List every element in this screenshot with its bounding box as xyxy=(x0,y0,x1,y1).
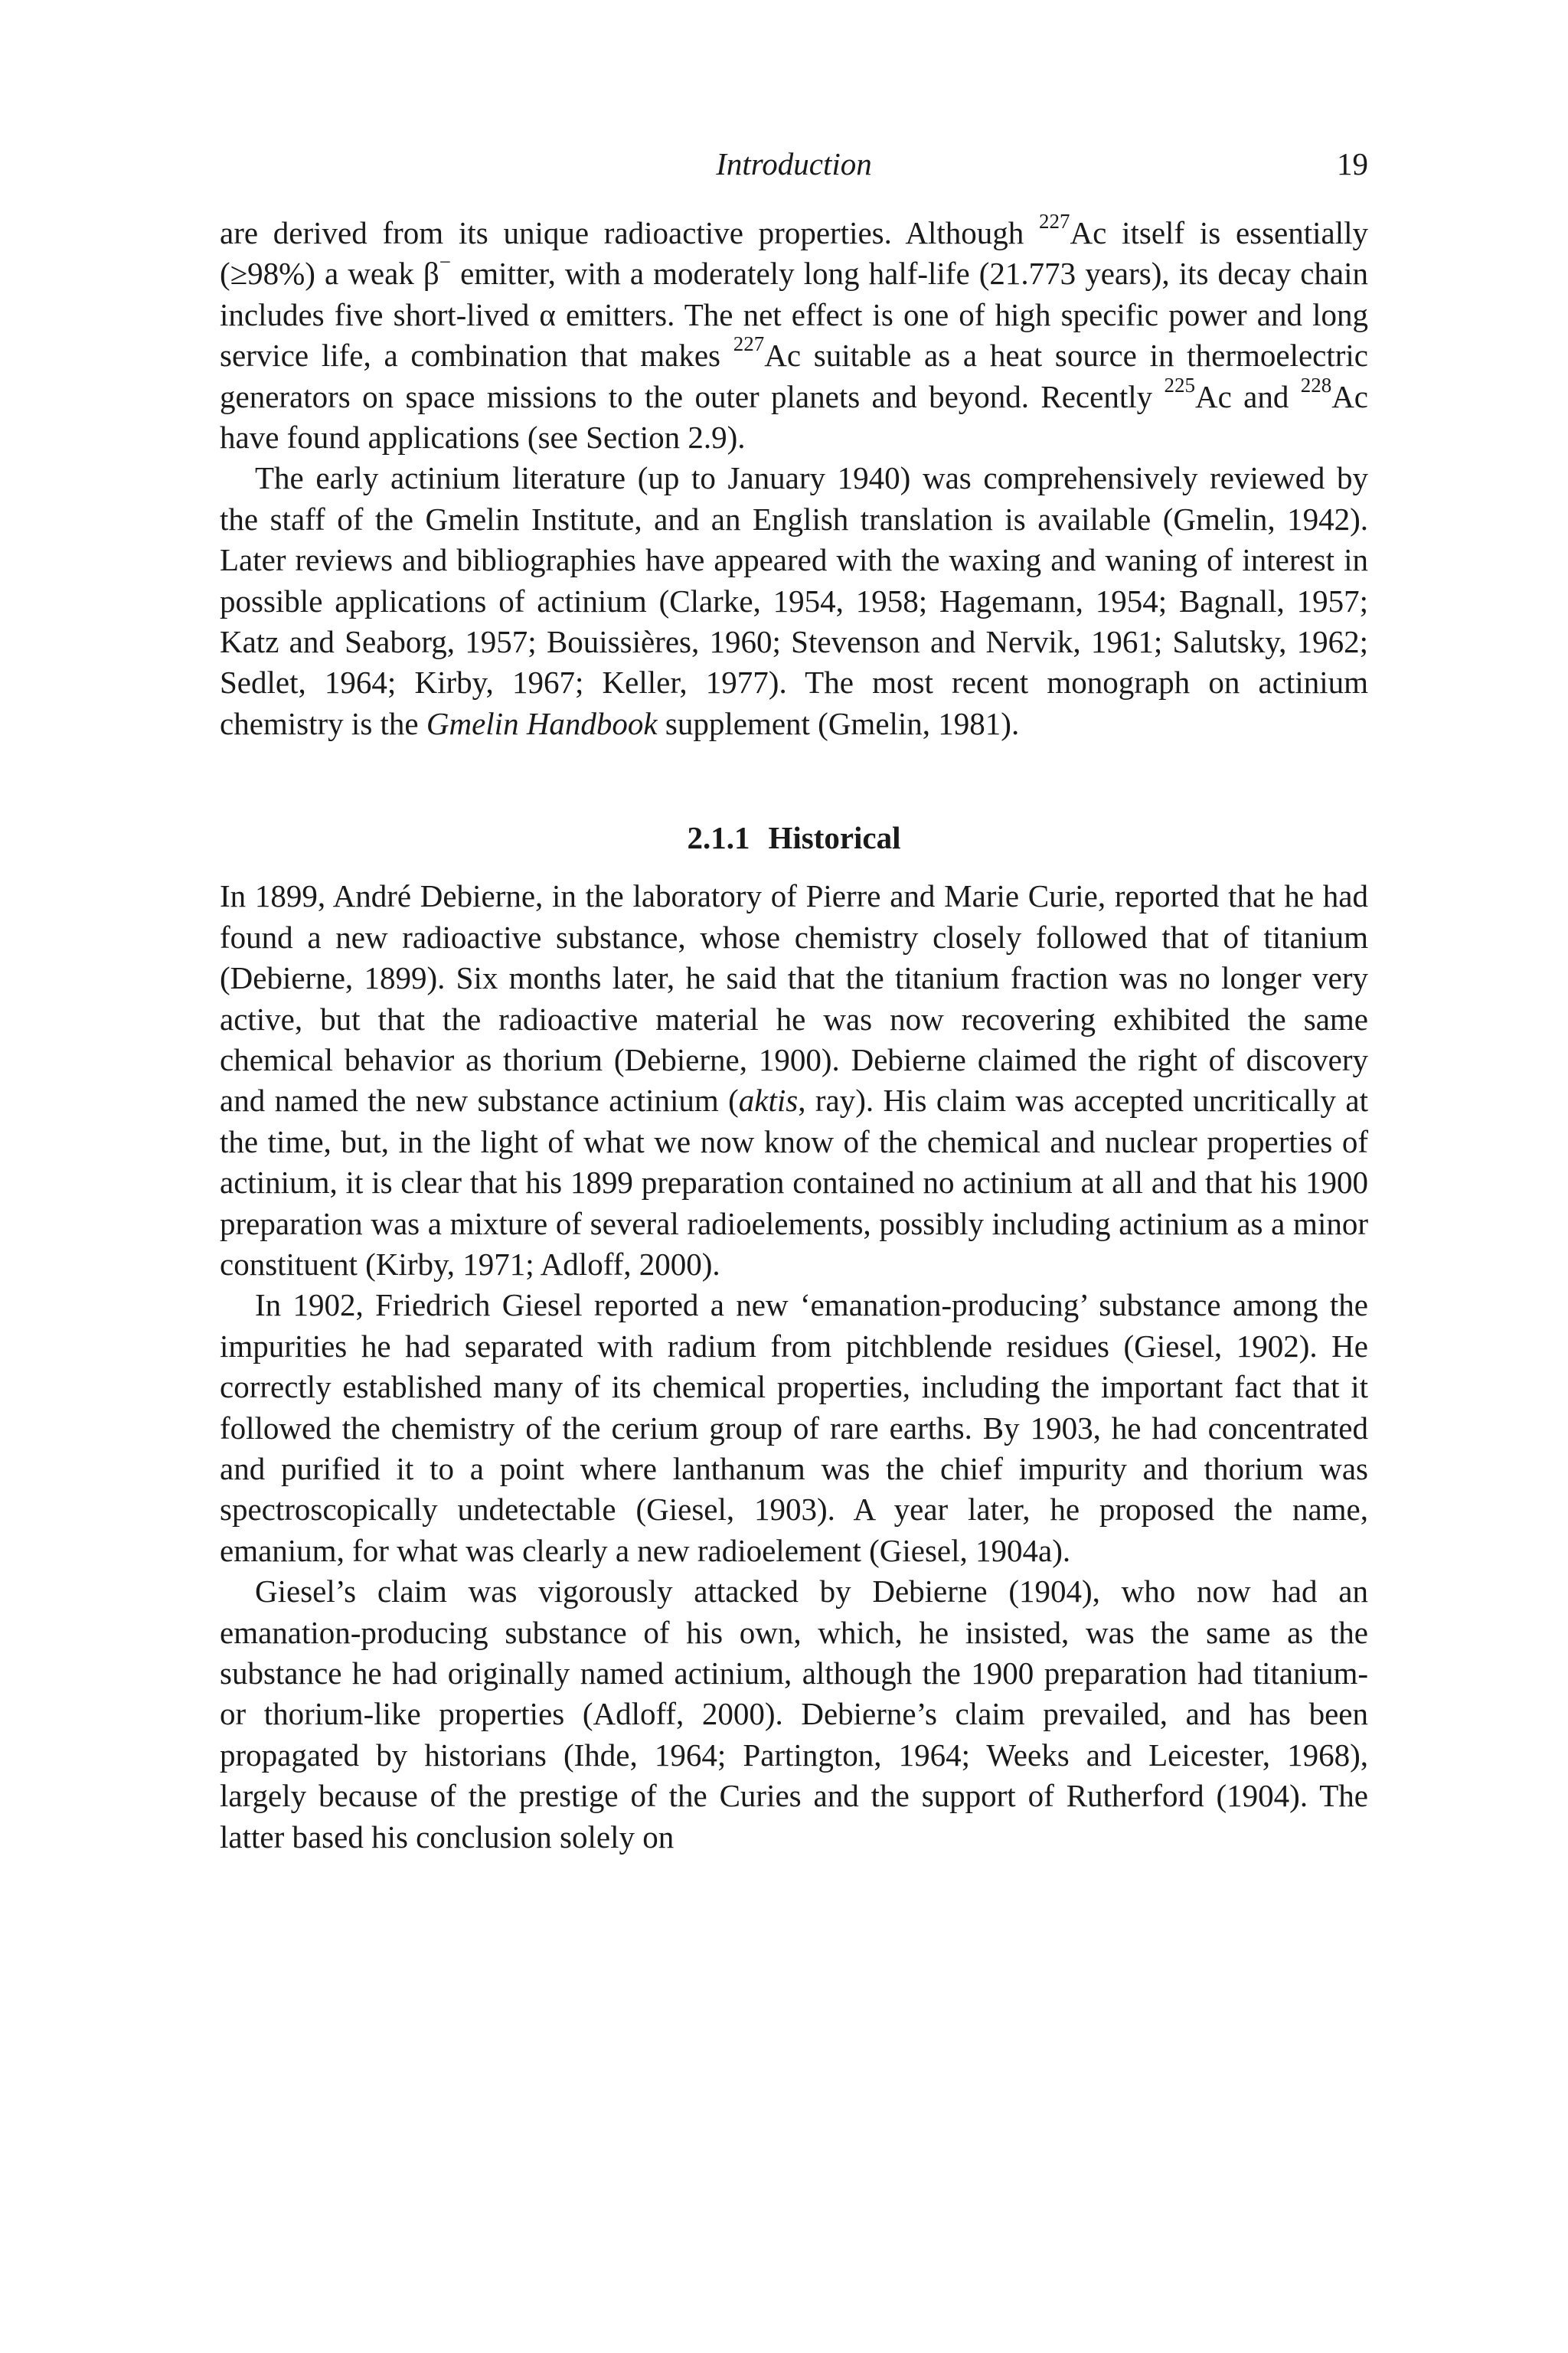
para1-text-5: Ac and xyxy=(1194,378,1301,414)
para2-italic: Gmelin Handbook xyxy=(426,705,658,741)
page-number: 19 xyxy=(1337,146,1368,181)
para1-sup-1: 227 xyxy=(1039,209,1070,233)
section-number: 2.1.1 xyxy=(687,820,750,856)
para2-text-1: The early actinium literature (up to January 1940) was comprehensively reviewed by the staff of the Gmelin Institute, and an English translation is available (Gmelin, 1942). Later reviews and bibliographies have appeared with the waxing and waning of interest in possible applications of actinium (Clarke, 1954, 1958; Hagemann, 1954; Bagnall, 1957; Katz and Seaborg, 1957; Bouissières, 1960; Stevenson and Nervik, 1961; Salutsky, 1962; Sedlet, 1964; Kirby, 1967; Keller, 1977). The most recent monograph on actinium chemistry is the xyxy=(220,460,1368,741)
paragraph-debierne xyxy=(220,876,1368,1285)
paragraph-giesel: In 1902, Friedrich Giesel reported a new ‘emanation-producing’ substance among the impurities he had separated with radium from pitchblende residues (Giesel, 1902). He correctly established many of its chemical properties, including the important fact that it followed the chemistry of the cerium group of rare earths. By 1903, he had concentrated and purified it to a point where lanthanum was the chief impurity and thorium was spectroscopically undetectable (Giesel, 1903). A year later, he proposed the name, emanium, for what was clearly a new radioelement (Giesel, 1904a). xyxy=(220,1287,1368,1568)
intro-text xyxy=(220,209,1369,744)
para2-text-2: supplement (Gmelin, 1981). xyxy=(657,705,1020,741)
para1-text-1: are derived from its unique radioactive properties. Although xyxy=(220,215,1040,250)
para3-italic: aktis xyxy=(738,1083,799,1119)
paragraph-properties xyxy=(220,209,1369,458)
para3-text-1: In 1899, André Debierne, in the laboratory of Pierre and Marie Curie, reported that he had found a new radioactive substance, whose chemistry closely followed that of titanium (Debierne, 1899). Six months later, he said that the titanium fraction was no longer very active, but that the radioactive material he was now recovering exhibited the same chemical behavior as thorium (Debierne, 1900). Debierne claimed the right of discovery and named the new substance actinium ( xyxy=(220,878,1368,1119)
paragraph-literature xyxy=(220,458,1368,744)
para1-sup-5: 228 xyxy=(1300,373,1332,397)
para3-text-2: , ray). His claim was accepted uncritically at the time, but, in the light of what we now know of the chemical and nuclear properties of actinium, it is clear that his 1899 preparation contained no actinium at all and that his 1900 preparation was a mixture of several radioelements, possibly including actinium as a minor constituent (Kirby, 1971; Adloff, 2000). xyxy=(220,1083,1368,1282)
section-title: Historical xyxy=(768,820,901,856)
para1-sup-3: 227 xyxy=(733,332,765,355)
paragraph-claim: Giesel’s claim was vigorously attacked by Debierne (1904), who now had an emanation-producing substance of his own, which, he insisted, was the same as the substance he had originally named actinium, although the 1900 preparation had titanium- or thorium-like properties (Adloff, 2000). Debierne’s claim prevailed, and has been propagated by historians (Ihde, 1964; Partington, 1964; Weeks and Leicester, 1968), largely because of the prestige of the Curies and the support of Rutherford (1904). The latter based his conclusion solely on xyxy=(220,1574,1368,1855)
para1-sup-2: − xyxy=(439,250,452,274)
section-body xyxy=(220,876,1368,1858)
para1-sup-4: 225 xyxy=(1164,373,1195,397)
page xyxy=(220,145,1368,1858)
running-header xyxy=(220,145,1368,191)
running-title: Introduction xyxy=(716,146,872,181)
section-heading xyxy=(220,819,1368,856)
para1-text-3: emitter, with a moderately long half-life (21.773 years), its decay chain includes five short-lived α emitters. The net effect is one of high specific power and long service life, a combination that makes xyxy=(220,256,1368,374)
para1-text-6: Ac have found applications (see Section 2.9). xyxy=(220,378,1368,456)
para1-text-2: Ac itself is essentially (≥98%) a weak β xyxy=(220,215,1369,292)
para1-text-4: Ac suitable as a heat source in thermoelectric generators on space missions to the outer planets and beyond. Recently xyxy=(220,338,1368,414)
